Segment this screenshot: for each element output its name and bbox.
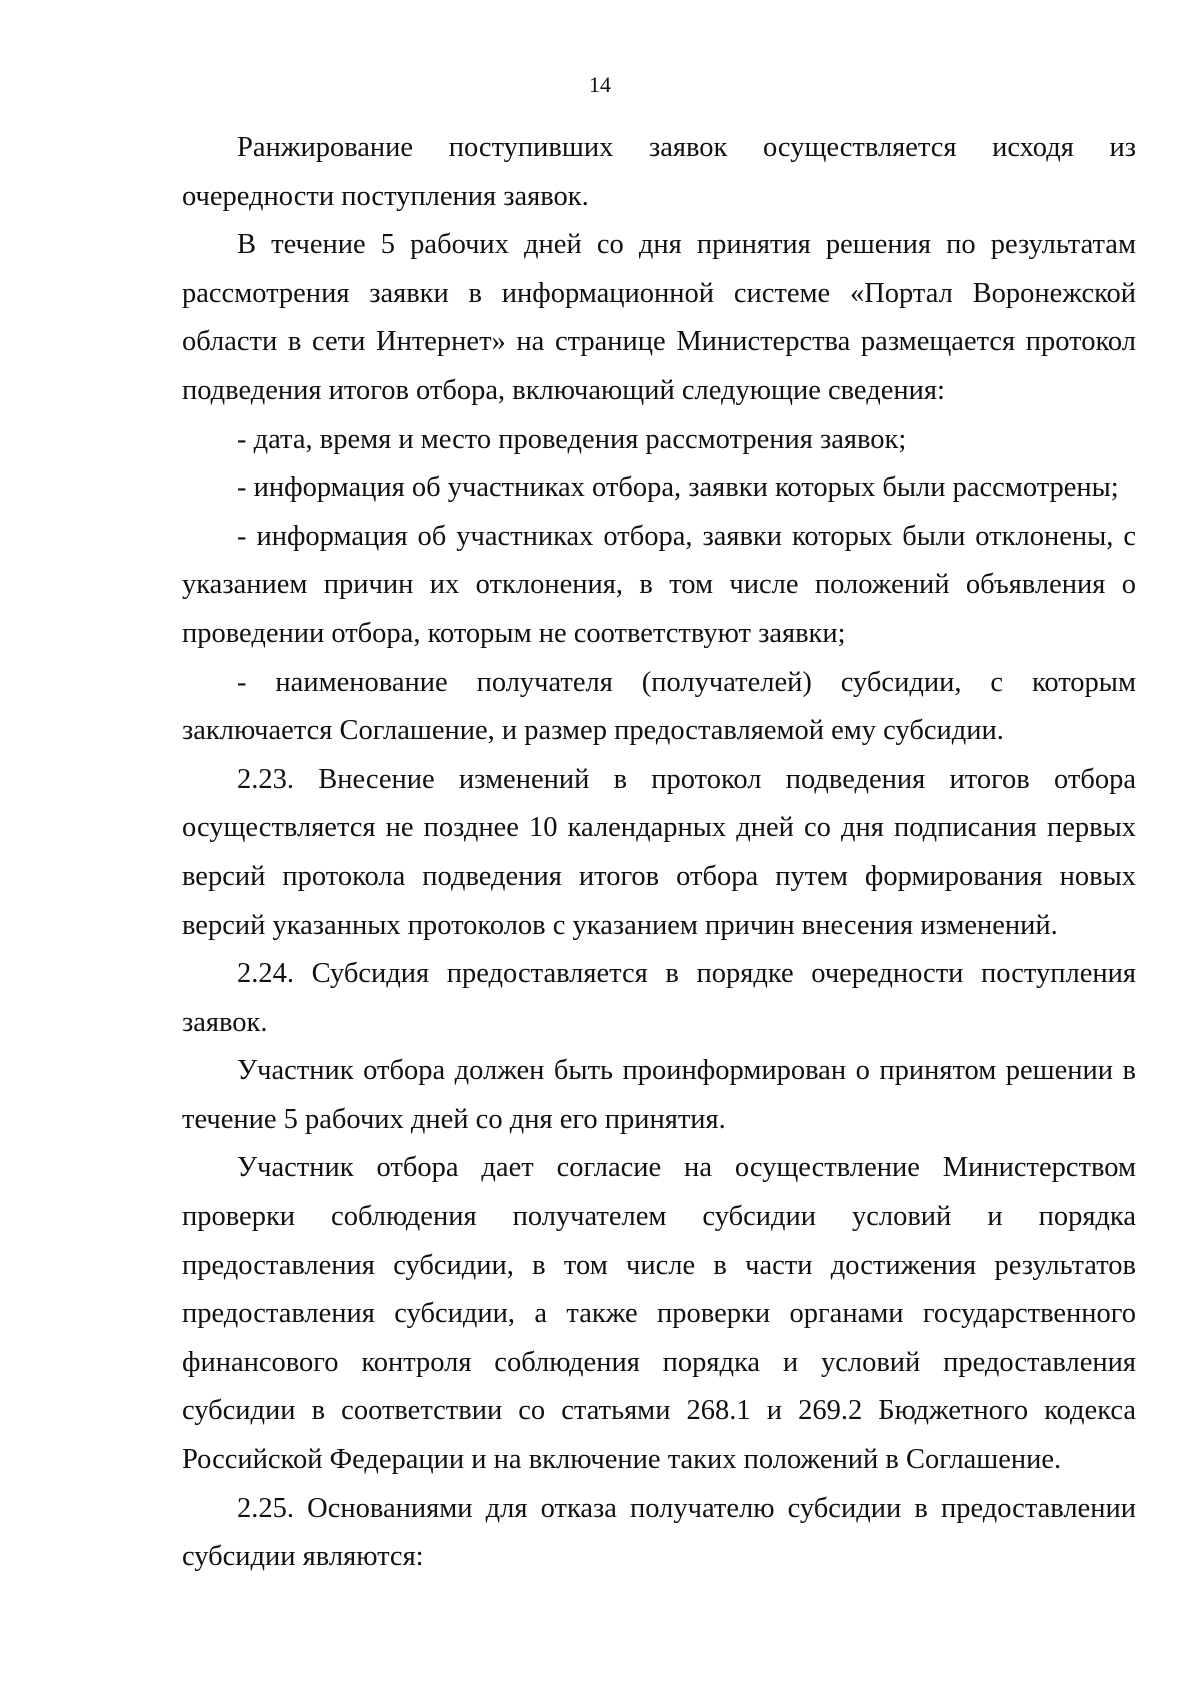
clause-2-23: 2.23. Внесение изменений в протокол подведения итогов отбора осуществляется не позднее 10 календарных дней со дня подписания первых версий протокола подведения итогов отбора путем формирования новых версий указанных протоколов с указанием причин внесения изменений. — [182, 763, 1136, 941]
list-item-rejected-participants: - информация об участниках отбора, заявки которых были отклонены, с указанием причин их отклонения, в том числе положений объявления о проведении отбора, которым не соответствуют заявки; — [182, 520, 1136, 649]
paragraph-protocol-publication: В течение 5 рабочих дней со дня принятия решения по результатам рассмотрения заявки в информационной системе «Портал Воронежской области в сети Интернет» на странице Министерства размещается протокол подведения итогов отбора, включающий следующие сведения: — [182, 229, 1136, 406]
clause-2-24: 2.24. Субсидия предоставляется в порядке очередности поступления заявок. — [182, 958, 1136, 1038]
list-item-date-time-place: - дата, время и место проведения рассмотрения заявок; — [237, 423, 907, 455]
list-item-recipient-name: - наименование получателя (получателей) субсидии, с которым заключается Соглашение, и размер предоставляемой ему субсидии. — [182, 666, 1136, 747]
paragraph-participant-informed: Участник отбора должен быть проинформирован о принятом решении в течение 5 рабочих дней со дня его принятия. — [182, 1055, 1136, 1135]
paragraph-participant-consent: Участник отбора дает согласие на осуществление Министерством проверки соблюдения получателем субсидии условий и порядка предоставления субсидии, в том числе в части достижения результатов предоставления субсидии, а также проверки органами государственного финансового контроля соблюдения порядка и условий предоставления субсидии в соответствии со статьями 268.1 и 269.2 Бюджетного кодекса Российской Федерации и на включение таких положений в Соглашение. — [182, 1152, 1136, 1476]
clause-2-25: 2.25. Основаниями для отказа получателю субсидии в предоставлении субсидии являются: — [182, 1492, 1136, 1573]
page-number: 14 — [589, 72, 611, 97]
document-body — [182, 124, 1136, 1582]
list-item-considered-participants: - информация об участниках отбора, заявки которых были рассмотрены; — [237, 472, 1119, 504]
paragraph-ranking: Ранжирование поступивших заявок осуществляется исходя из очередности поступления заявок. — [182, 132, 1136, 212]
